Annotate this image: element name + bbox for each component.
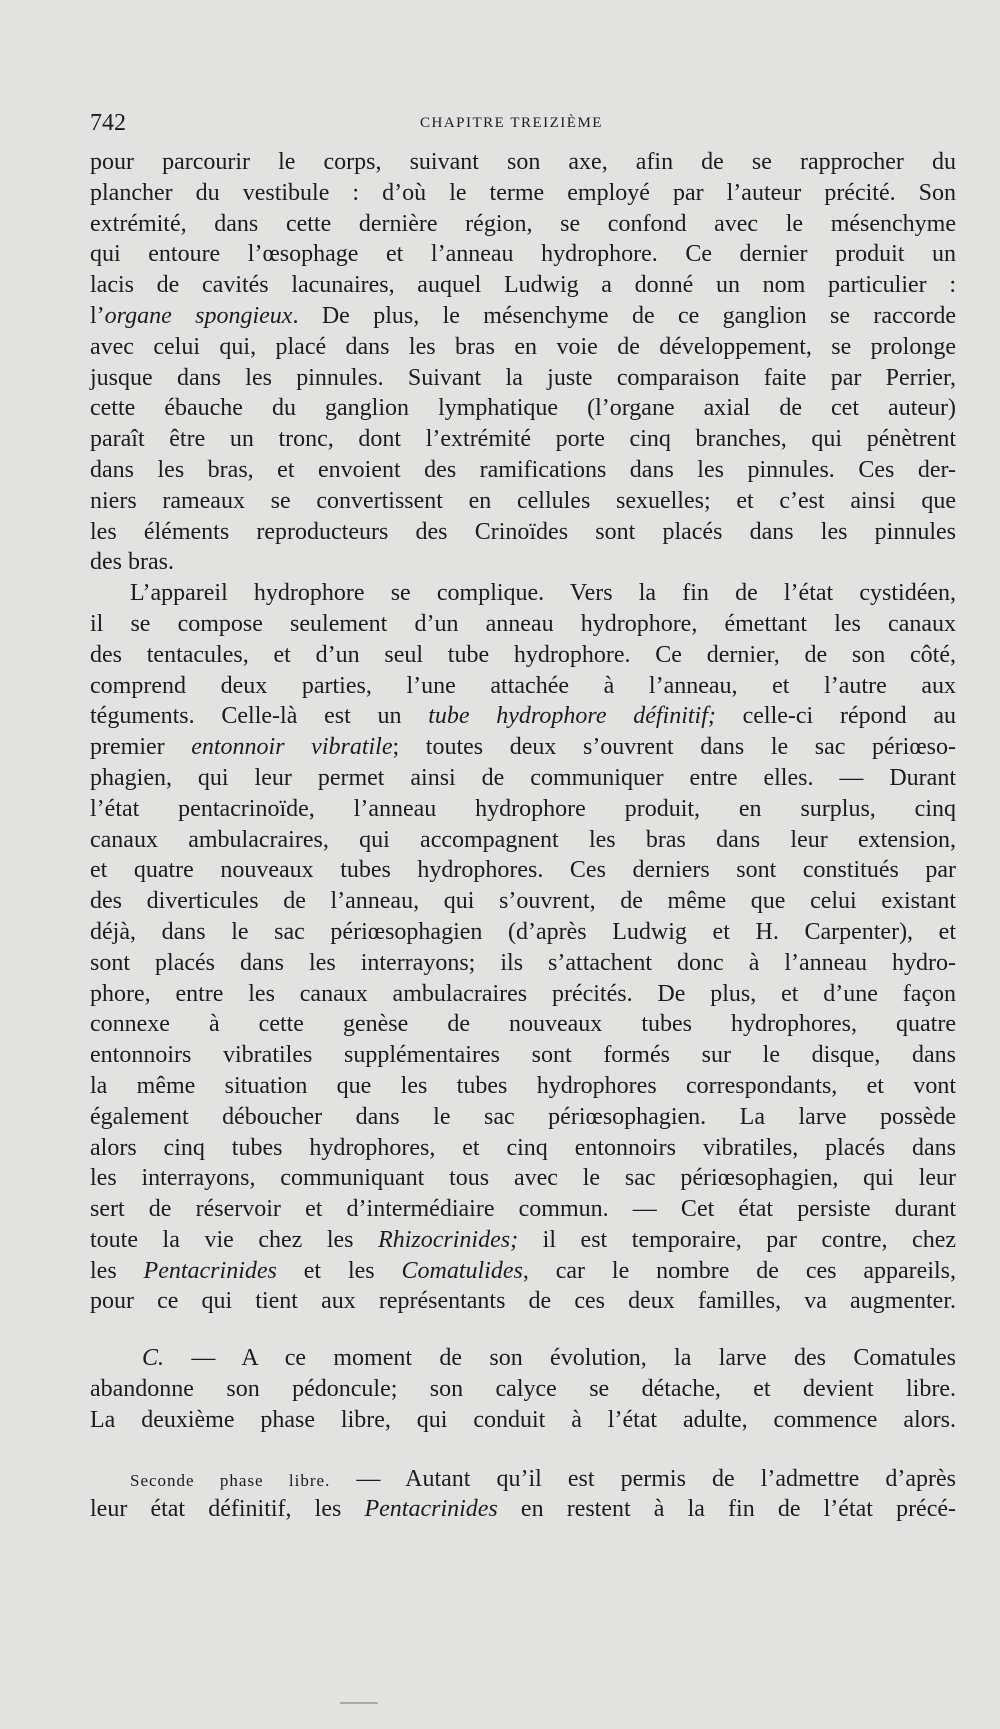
text-line — [90, 1343, 956, 1374]
italic-term: organe spongieux — [104, 302, 293, 329]
text-line — [90, 547, 956, 578]
text-line — [90, 640, 956, 671]
text-run: il est temporaire, par contre, chez — [518, 1226, 956, 1253]
text-run: — A ce moment de son évolution, la larve des Comatules — [164, 1345, 956, 1372]
print-smudge — [340, 1702, 378, 1704]
text-line — [90, 1102, 956, 1133]
text-run: comprend deux parties, l’une attachée à l’anneau, et l’autre aux — [90, 672, 956, 699]
text-line — [90, 578, 956, 609]
text-run: niers rameaux se convertissent en cellules sexuelles; et c’est ainsi que — [90, 487, 956, 514]
text-line — [90, 763, 956, 794]
text-line — [90, 948, 956, 979]
text-run: téguments. Celle-là est un — [90, 703, 429, 730]
text-run: extrémité, dans cette dernière région, se confond avec le mésenchyme — [90, 210, 956, 237]
text-run: — Autant qu’il est permis de l’admettre d’après — [330, 1465, 957, 1492]
page-number: 742 — [90, 110, 126, 136]
text-run: sont placés dans les interrayons; ils s’attachent donc à l’anneau hydro- — [90, 949, 956, 976]
text-line — [90, 1163, 956, 1194]
text-run: , car le nombre de ces appareils, — [522, 1257, 956, 1284]
text-run: phagien, qui leur permet ainsi de communiquer entre elles. — Durant — [90, 764, 956, 791]
text-run: les — [90, 1257, 144, 1284]
italic-term: C. — [142, 1345, 165, 1372]
text-run: avec celui qui, placé dans les bras en voie de développement, se prolonge — [90, 333, 956, 360]
text-line — [90, 147, 956, 178]
running-head — [90, 110, 960, 140]
text-line — [90, 1071, 956, 1102]
text-run: plancher du vestibule : d’où le terme employé par l’auteur précité. Son — [90, 179, 956, 206]
text-run: des diverticules de l’anneau, qui s’ouvrent, de même que celui existant — [90, 888, 956, 915]
text-line — [90, 393, 956, 424]
text-line — [90, 979, 956, 1010]
text-line — [90, 209, 956, 240]
text-run: également déboucher dans le sac périœsophagien. La larve possède — [90, 1103, 956, 1130]
text-run: premier — [90, 734, 192, 761]
text-line — [90, 517, 956, 548]
text-line — [90, 1194, 956, 1225]
text-run: l’ — [90, 302, 105, 329]
text-line — [90, 178, 956, 209]
chapter-heading: CHAPITRE TREIZIÈME — [420, 115, 603, 131]
text-line — [90, 1494, 956, 1525]
text-run: cette ébauche du ganglion lymphatique (l’organe axial de cet auteur) — [90, 395, 956, 422]
text-run: les interrayons, communiquant tous avec le sac périœsophagien, qui leur — [90, 1165, 956, 1192]
text-run: entonnoirs vibratiles supplémentaires sont formés sur le disque, dans — [90, 1042, 956, 1069]
text-line — [90, 424, 956, 455]
text-line — [90, 855, 956, 886]
text-line — [90, 1133, 956, 1164]
body-text — [90, 147, 956, 1525]
italic-term: tube hydrophore définitif; — [428, 703, 716, 730]
text-line — [90, 332, 956, 363]
text-run: celle-ci répond au — [715, 703, 956, 730]
text-line — [90, 301, 956, 332]
text-run: pour parcourir le corps, suivant son axe, afin de se rapprocher du — [90, 149, 956, 175]
text-run: L’appareil hydrophore se complique. Vers la fin de l’état cystidéen, — [130, 580, 956, 607]
text-line — [90, 363, 956, 394]
text-line — [90, 825, 956, 856]
text-run: canaux ambulacraires, qui accompagnent les bras dans leur extension, — [90, 826, 956, 853]
text-run: lacis de cavités lacunaires, auquel Ludwig a donné un nom particulier : — [90, 272, 956, 299]
text-line — [90, 732, 956, 763]
text-run: connexe à cette genèse de nouveaux tubes hydrophores, quatre — [90, 1011, 956, 1038]
text-run: dans les bras, et envoient des ramifications dans les pinnules. Ces der- — [90, 456, 956, 483]
text-line — [90, 886, 956, 917]
text-run: phore, entre les canaux ambulacraires précités. De plus, et d’une façon — [90, 980, 956, 1007]
text-line — [90, 486, 956, 517]
italic-term: entonnoir vibratile — [191, 734, 393, 761]
paragraph-gap — [90, 1317, 956, 1343]
text-line — [90, 1464, 956, 1495]
text-line — [90, 1374, 956, 1405]
italic-term: Rhizocrinides; — [378, 1226, 519, 1253]
text-line — [90, 1225, 956, 1256]
text-run: leur état définitif, les — [90, 1496, 365, 1523]
text-line — [90, 1405, 956, 1436]
text-line — [90, 1040, 956, 1071]
text-run: abandonne son pédoncule; son calyce se détache, et devient libre. — [90, 1376, 956, 1403]
text-run: jusque dans les pinnules. Suivant la juste comparaison faite par Perrier, — [90, 364, 956, 391]
small-caps-heading: Seconde phase libre. — [130, 1470, 331, 1490]
text-line — [90, 609, 956, 640]
text-run: ; toutes deux s’ouvrent dans le sac périœso- — [392, 734, 956, 761]
text-line — [90, 455, 956, 486]
text-run: alors cinq tubes hydrophores, et cinq entonnoirs vibratiles, placés dans — [90, 1134, 956, 1161]
text-run: toute la vie chez les — [90, 1226, 379, 1253]
text-run: sert de réservoir et d’intermédiaire commun. — Cet état persiste durant — [90, 1196, 956, 1223]
text-run: en restent à la fin de l’état précé- — [497, 1496, 957, 1523]
italic-term: Comatulides — [401, 1257, 523, 1284]
text-run: des bras. — [90, 549, 174, 576]
paragraph-gap — [90, 1436, 956, 1464]
text-line — [90, 1009, 956, 1040]
text-line — [90, 671, 956, 702]
text-line — [90, 794, 956, 825]
text-line — [90, 270, 956, 301]
text-run: la même situation que les tubes hydrophores correspondants, et vont — [90, 1072, 956, 1099]
italic-term: Pentacrinides — [364, 1496, 498, 1523]
text-run: l’état pentacrinoïde, l’anneau hydrophore produit, en surplus, cinq — [90, 795, 956, 822]
text-run: paraît être un tronc, dont l’extrémité porte cinq branches, qui pénètrent — [90, 426, 956, 453]
text-line — [90, 239, 956, 270]
text-run: et quatre nouveaux tubes hydrophores. Ces derniers sont constitués par — [90, 857, 956, 884]
text-run: La deuxième phase libre, qui conduit à l’état adulte, commence alors. — [90, 1406, 956, 1433]
text-line — [90, 1286, 956, 1317]
text-run: . De plus, le mésenchyme de ce ganglion se raccorde — [292, 302, 956, 329]
text-run: il se compose seulement d’un anneau hydrophore, émettant les canaux — [90, 610, 956, 637]
text-run: qui entoure l’œsophage et l’anneau hydrophore. Ce dernier produit un — [90, 241, 956, 268]
italic-term: Pentacrinides — [143, 1257, 277, 1284]
text-run: des tentacules, et d’un seul tube hydrophore. Ce dernier, de son côté, — [90, 641, 956, 668]
text-line — [90, 1256, 956, 1287]
text-line — [90, 917, 956, 948]
text-line — [90, 701, 956, 732]
text-run: déjà, dans le sac périœsophagien (d’après Ludwig et H. Carpenter), et — [90, 918, 956, 945]
text-run: et les — [276, 1257, 402, 1284]
text-run: pour ce qui tient aux représentants de ces deux familles, va augmenter. — [90, 1288, 956, 1315]
text-run: les éléments reproducteurs des Crinoïdes sont placés dans les pinnules — [90, 518, 956, 545]
